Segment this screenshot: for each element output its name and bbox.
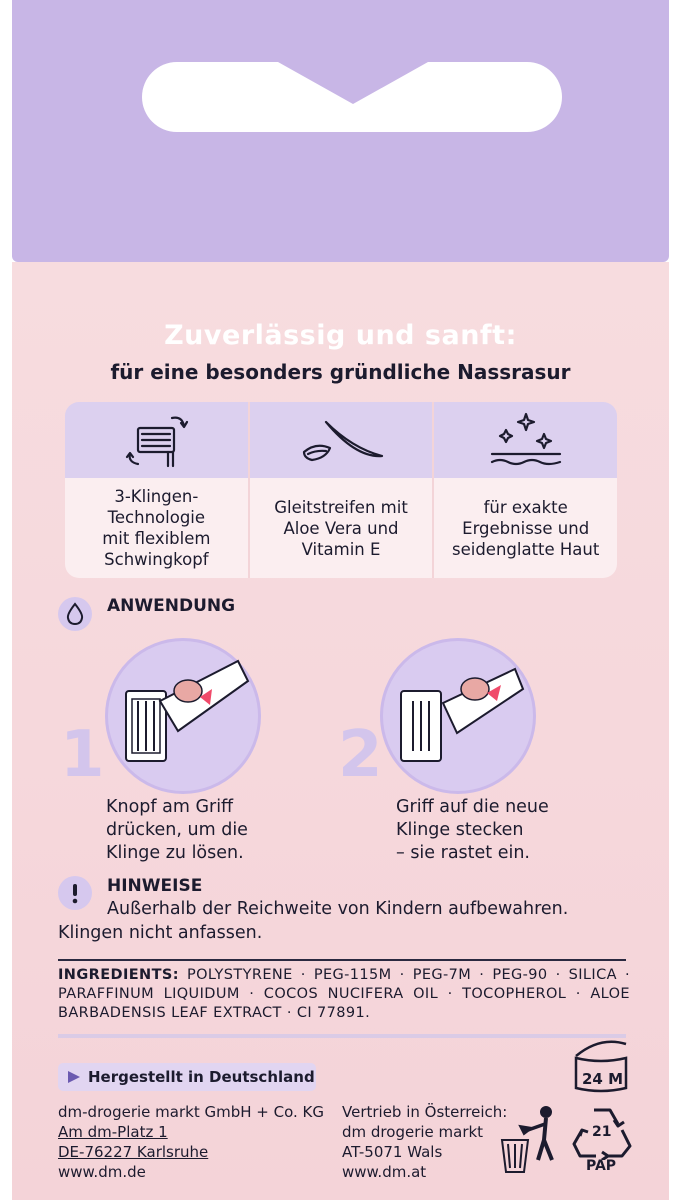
aloe-leaf-icon <box>296 414 386 466</box>
manufacturer-street: Am dm-Platz 1 <box>58 1123 168 1141</box>
subline: für eine besonders gründliche Nassrasur <box>110 360 571 384</box>
made-in-badge <box>58 1063 316 1091</box>
tidyman-bin-icon <box>498 1104 568 1176</box>
feature-aloe <box>250 402 435 578</box>
made-in-text: Hergestellt in Deutschland <box>88 1068 315 1086</box>
sparkle-skin-icon <box>486 412 566 468</box>
notes-line-1: Außerhalb der Reichweite von Kindern aufbewahren. <box>107 899 569 919</box>
distributor-name: dm drogerie markt <box>342 1123 484 1141</box>
usage-title: ANWENDUNG <box>107 596 236 616</box>
feature-smooth <box>434 402 617 578</box>
arrow-icon <box>68 1071 80 1083</box>
feature-aloe-text: Gleitstreifen mit Aloe Vera und Vitamin E <box>250 478 433 578</box>
recycling-label: PAP <box>586 1158 617 1174</box>
divider-top <box>58 959 626 961</box>
feature-smooth-text: für exakte Ergebnisse und seidenglatte Haut <box>434 478 617 578</box>
manufacturer-address <box>58 1102 324 1182</box>
pao-label: 24 M <box>582 1070 624 1088</box>
razor-cartridge-icon <box>118 410 194 470</box>
step-1-text: Knopf am Griff drücken, um die Klinge zu lösen. <box>106 797 248 863</box>
notes-title: HINWEISE <box>107 876 203 896</box>
pao-jar-icon <box>570 1030 632 1094</box>
ingredients-list: POLYSTYRENE · PEG-115M · PEG-7M · PEG-90 · SILICA · PARAFFINUM LIQUIDUM · COCOS NUCIFERA OIL · TOCOPHEROL · ALOE BARBADENSIS LEAF EXTRACT · CI 77891. <box>58 967 630 1021</box>
razor-attach-icon <box>383 641 533 791</box>
feature-panel <box>65 402 617 578</box>
step-2-text: Griff auf die neue Klinge stecken – sie rastet ein. <box>396 797 549 863</box>
ingredients-block <box>58 966 630 1023</box>
feature-blades <box>65 402 250 578</box>
step-1-illustration <box>105 638 261 794</box>
step-2-number: 2 <box>338 718 383 792</box>
distributor-city: AT-5071 Wals <box>342 1143 443 1161</box>
hanger-tab <box>12 0 669 262</box>
warning-icon <box>58 876 92 910</box>
manufacturer-city: DE-76227 Karlsruhe <box>58 1143 209 1161</box>
manufacturer-web: www.dm.de <box>58 1163 146 1181</box>
divider-bottom <box>58 1034 626 1038</box>
distributor-address <box>342 1102 507 1182</box>
drop-icon <box>58 597 92 631</box>
headline: Zuverlässig und sanft: <box>164 320 517 351</box>
distributor-web: www.dm.at <box>342 1163 427 1181</box>
manufacturer-name: dm-drogerie markt GmbH + Co. KG <box>58 1103 324 1121</box>
feature-blades-text: 3-Klingen- Technologie mit flexiblem Schwingkopf <box>65 478 248 578</box>
step-1-number: 1 <box>60 718 105 792</box>
recycling-number: 21 <box>592 1124 612 1140</box>
razor-handle-icon <box>108 641 258 791</box>
step-2-illustration <box>380 638 536 794</box>
notes-line-2: Klingen nicht anfassen. <box>58 923 263 943</box>
ingredients-label: INGREDIENTS: <box>58 967 179 983</box>
recycling-icon <box>572 1104 632 1176</box>
distributor-title: Vertrieb in Österreich: <box>342 1103 508 1121</box>
